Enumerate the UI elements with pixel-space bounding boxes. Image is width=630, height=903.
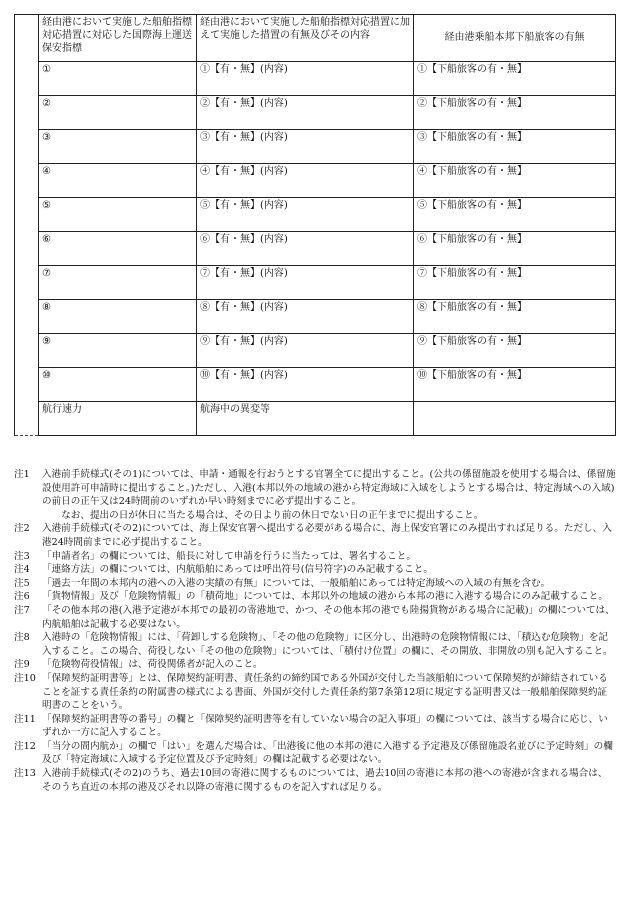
note-item bbox=[14, 577, 616, 591]
note-label: 注12 bbox=[14, 740, 36, 752]
port-call-table bbox=[14, 14, 616, 436]
note-text: 「過去一年間の本邦内の港への入港の実績の有無」については、一般船舶にあっては特定海域への入域の有無を含む。 bbox=[42, 577, 551, 589]
note-item bbox=[14, 740, 616, 767]
note-label: 注8 bbox=[14, 632, 30, 644]
table-row bbox=[15, 300, 616, 334]
note-item bbox=[14, 550, 616, 564]
note-text: 「当分の間内航か」の欄で「はい」を選んだ場合は、「出港後に他の本邦の港に入港する予定港及び係留施設名並びに予定時刻」の欄及び「特定海域に入域する予定位置及び予定時刻」の欄は記載する必要はない。 bbox=[42, 740, 613, 766]
cell-additional-measures[interactable]: ⑦【有・無】(内容) bbox=[197, 266, 414, 300]
note-item bbox=[14, 713, 616, 740]
cell-security-index[interactable]: ⑦ bbox=[39, 266, 197, 300]
cell-disembark-passengers[interactable]: ⑥【下船旅客の有・無】 bbox=[414, 232, 616, 266]
cell-disembark-passengers[interactable]: ⑤【下船旅客の有・無】 bbox=[414, 198, 616, 232]
margin-column bbox=[15, 15, 39, 436]
header-disembark-passengers: 経由港乗船本邦下船旅客の有無 bbox=[414, 15, 616, 62]
note-label: 注6 bbox=[14, 591, 30, 603]
cell-additional-measures[interactable]: ⑥【有・無】(内容) bbox=[197, 232, 414, 266]
note-label: 注9 bbox=[14, 659, 30, 671]
cell-disembark-passengers[interactable]: ④【下船旅客の有・無】 bbox=[414, 164, 616, 198]
table-row bbox=[15, 96, 616, 130]
table-row bbox=[15, 368, 616, 402]
cell-disembark-passengers[interactable]: ⑦【下船旅客の有・無】 bbox=[414, 266, 616, 300]
note-text: 「貨物情報」及び「危険物情報」の「積荷地」については、本邦以外の地域の港から本邦の港に入港する場合にのみ記載すること。 bbox=[42, 591, 608, 603]
cell-security-index[interactable]: ⑤ bbox=[39, 198, 197, 232]
note-item bbox=[14, 563, 616, 577]
table-header-row bbox=[15, 15, 616, 62]
cell-security-index[interactable]: ⑥ bbox=[39, 232, 197, 266]
notes-section bbox=[14, 468, 616, 794]
cell-additional-measures[interactable]: ②【有・無】(内容) bbox=[197, 96, 414, 130]
note-text: 入港前手続様式(その1)については、申請・通報を行おうとする官署全てに提出すること。(公共の係留施設を使用する場合は、係留施設使用許可申請時に提出すること。)ただし、入港(本邦以外の地域の港から特定海域に入域をしようとする場合は、特定海域への入域)の前日の正午又は24時間前のいずれか早い時刻までに必ず提出すること。 bbox=[42, 469, 616, 508]
note-text: 「保障契約証明書等の番号」の欄と「保障契約証明書等を有していない場合の記入事項」の欄については、該当する場合に応じ、いずれか一方に記入すること。 bbox=[42, 713, 608, 739]
note-item bbox=[14, 590, 616, 604]
note-label: 注5 bbox=[14, 577, 30, 589]
note-label: 注10 bbox=[14, 672, 36, 684]
note-label: 注4 bbox=[14, 564, 30, 576]
note-text: 「申請者名」の欄については、船長に対して申請を行うに当たっては、署名すること。 bbox=[42, 550, 416, 562]
cell-security-index[interactable]: ⑧ bbox=[39, 300, 197, 334]
cell-blank[interactable] bbox=[414, 402, 616, 436]
note-item bbox=[14, 658, 616, 672]
note-item bbox=[14, 631, 616, 658]
cell-additional-measures[interactable]: ④【有・無】(内容) bbox=[197, 164, 414, 198]
cell-additional-measures[interactable]: ⑩【有・無】(内容) bbox=[197, 368, 414, 402]
table-row-speed bbox=[15, 402, 616, 436]
note-label: 注1 bbox=[14, 469, 30, 480]
note-continuation: なお、提出の日が休日に当たる場合は、その日より前の休日でない日の正午までに提出すること。 bbox=[61, 509, 484, 521]
cell-additional-measures[interactable]: ⑤【有・無】(内容) bbox=[197, 198, 414, 232]
cell-disembark-passengers[interactable]: ⑨【下船旅客の有・無】 bbox=[414, 334, 616, 368]
note-item bbox=[14, 604, 616, 631]
cell-disembark-passengers[interactable]: ③【下船旅客の有・無】 bbox=[414, 130, 616, 164]
note-text: 入港前手続様式(その2)については、海上保安官署へ提出する必要がある場合に、海上保安官署にのみ提出すれば足りる。ただし、入港24時間前までに必ず提出すること。 bbox=[42, 523, 612, 548]
cell-speed[interactable]: 航行速力 bbox=[39, 402, 197, 436]
table-row bbox=[15, 266, 616, 300]
cell-security-index[interactable]: ② bbox=[39, 96, 197, 130]
note-item bbox=[14, 767, 616, 794]
note-text: 入港前手続様式(その2)のうち、過去10回の寄港に関するものについては、過去10回の寄港に本邦の港への寄港が含まれる場合は、そのうち直近の本邦の港及びそれ以降の寄港に関するものを記入すれば足りる。 bbox=[42, 768, 608, 793]
cell-disembark-passengers[interactable]: ⑩【下船旅客の有・無】 bbox=[414, 368, 616, 402]
table-row bbox=[15, 232, 616, 266]
cell-disembark-passengers[interactable]: ⑧【下船旅客の有・無】 bbox=[414, 300, 616, 334]
note-label: 注13 bbox=[14, 768, 36, 780]
note-text: 「保障契約証明書等」とは、保障契約証明書、責任条約の締約国である外国が交付した当該船舶について保障契約が締結されていることを証する責任条約の附属書の様式による書面、外国が交付した責任条約第7条第12項に規定する証明書又は一般船舶保障契約証明書のことをいう。 bbox=[42, 672, 608, 712]
cell-additional-measures[interactable]: ③【有・無】(内容) bbox=[197, 130, 414, 164]
note-text: 「その他本邦の港(入港予定港が本邦での最初の寄港地で、かつ、その他本邦の港でも陸揚貨物がある場合に記載)」の欄については、内航船舶は記載する必要はない。 bbox=[42, 604, 615, 630]
table-row bbox=[15, 62, 616, 96]
cell-security-index[interactable]: ⑩ bbox=[39, 368, 197, 402]
cell-additional-measures[interactable]: ①【有・無】(内容) bbox=[197, 62, 414, 96]
cell-disembark-passengers[interactable]: ①【下船旅客の有・無】 bbox=[414, 62, 616, 96]
cell-security-index[interactable]: ① bbox=[39, 62, 197, 96]
note-label: 注2 bbox=[14, 523, 30, 535]
cell-security-index[interactable]: ⑨ bbox=[39, 334, 197, 368]
note-item bbox=[14, 468, 616, 509]
note-text: 入港時の「危険物情報」には、「荷卸しする危険物」、「その他の危険物」に区分し、出港時の危険物情報には、「積込む危険物」を記入すること。この場合、荷役しない「その他の危険物」については、「積付け位置」の欄に、その開放、非開放の別も記入すること。 bbox=[42, 632, 613, 657]
cell-security-index[interactable]: ④ bbox=[39, 164, 197, 198]
note-label: 注11 bbox=[14, 713, 36, 725]
cell-additional-measures[interactable]: ⑨【有・無】(内容) bbox=[197, 334, 414, 368]
cell-incidents[interactable]: 航海中の異変等 bbox=[197, 402, 414, 436]
note-text: 「連絡方法」の欄については、内航船舶にあっては呼出符号(信号符字)のみ記載すること。 bbox=[42, 564, 433, 576]
note-label: 注3 bbox=[14, 550, 30, 562]
note-text: 「危険物荷役情報」は、荷役関係者が記入のこと。 bbox=[42, 659, 263, 671]
table-row bbox=[15, 130, 616, 164]
form-sheet bbox=[14, 14, 616, 436]
header-security-index: 経由港において実施した船舶指標対応措置に対応した国際海上運送保安指標 bbox=[39, 15, 197, 62]
table-row bbox=[15, 198, 616, 232]
cell-disembark-passengers[interactable]: ②【下船旅客の有・無】 bbox=[414, 96, 616, 130]
cell-additional-measures[interactable]: ⑧【有・無】(内容) bbox=[197, 300, 414, 334]
cell-security-index[interactable]: ③ bbox=[39, 130, 197, 164]
header-additional-measures: 経由港において実施した船舶指標対応措置に加えて実施した措置の有無及びその内容 bbox=[197, 15, 414, 62]
note-item bbox=[14, 522, 616, 549]
note-label: 注7 bbox=[14, 604, 30, 616]
note-item bbox=[14, 672, 616, 713]
table-row bbox=[15, 334, 616, 368]
table-row bbox=[15, 164, 616, 198]
